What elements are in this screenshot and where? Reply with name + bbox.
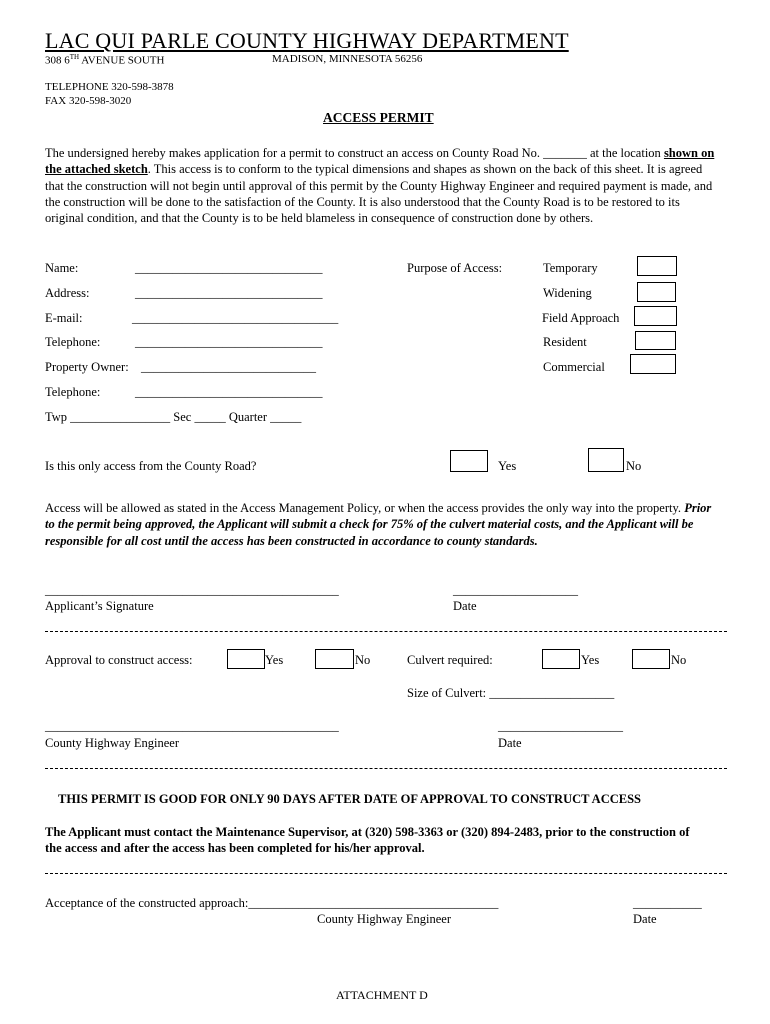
- intro-paragraph: The undersigned hereby makes application for a permit to construct an access on County Road No. _______ at the location shown on the attached sketch. This access is to conform to the typical dimensions and shapes as shown on the back of this sheet. It is agreed that the construction will not begin until approval of this permit by the County Highway Engineer and required payment is made, and the construction will be done to the satisfaction of the County. It is also understood that the County Road is to be restored to its original condition, and that the County is to be held blameless in consequence of construction done by others.: [45, 146, 715, 226]
- only-access-yes-checkbox[interactable]: [450, 450, 488, 472]
- email-field[interactable]: _________________________________: [132, 311, 339, 325]
- applicant-signature-label: Applicant’s Signature: [45, 599, 154, 613]
- telephone-label: Telephone:: [45, 335, 101, 349]
- policy-paragraph: Access will be allowed as stated in the Access Management Policy, or when the access provides the only way into the property. Prior to the permit being approved, the Applicant will submit a check for 75% of the culvert material costs, and the Applicant will be responsible for all cost until the access has been constructed in accordance to county standards.: [45, 501, 712, 548]
- address-label: Address:: [45, 286, 90, 300]
- owner-telephone-field[interactable]: ______________________________: [135, 385, 323, 399]
- permit-title: ACCESS PERMIT: [323, 110, 434, 125]
- purpose-option-temporary: Temporary: [543, 261, 598, 275]
- field-approach-checkbox[interactable]: [634, 306, 677, 326]
- only-access-yes-label: Yes: [498, 459, 517, 473]
- property-owner-field[interactable]: ____________________________: [141, 360, 316, 374]
- department-title: LAC QUI PARLE COUNTY HIGHWAY DEPARTMENT: [45, 28, 569, 53]
- fax-number: FAX 320-598-3020: [45, 95, 132, 107]
- applicant-signature-line[interactable]: _______________________________________________: [45, 583, 339, 597]
- temporary-checkbox[interactable]: [637, 256, 677, 276]
- commercial-checkbox[interactable]: [630, 354, 676, 374]
- engineer-date-label: Date: [498, 736, 522, 750]
- owner-telephone-label: Telephone:: [45, 385, 101, 399]
- only-access-question: Is this only access from the County Road?: [45, 459, 257, 473]
- applicant-date-line[interactable]: ____________________: [453, 583, 578, 597]
- city-state-zip: MADISON, MINNESOTA 56256: [272, 53, 423, 65]
- acceptance-field[interactable]: Acceptance of the constructed approach:________________________________________: [45, 896, 499, 910]
- engineer-signature-line[interactable]: _______________________________________________: [45, 719, 339, 733]
- attachment-label: ATTACHMENT D: [336, 988, 428, 1002]
- acceptance-engineer-label: County Highway Engineer: [317, 912, 452, 926]
- purpose-option-widening: Widening: [543, 286, 592, 300]
- name-label: Name:: [45, 261, 79, 275]
- acceptance-date-label: Date: [633, 912, 657, 926]
- purpose-option-field-approach: Field Approach: [542, 311, 620, 325]
- email-label: E-mail:: [45, 311, 83, 325]
- culvert-size-field[interactable]: Size of Culvert: ____________________: [407, 686, 615, 700]
- approval-label: Approval to construct access:: [45, 653, 193, 667]
- approval-yes-label: Yes: [265, 653, 284, 667]
- acceptance-date-line[interactable]: ___________: [633, 896, 702, 910]
- applicant-date-label: Date: [453, 599, 477, 613]
- street-address: 308 6TH AVENUE SOUTH: [45, 53, 165, 67]
- culvert-yes-label: Yes: [581, 653, 600, 667]
- section-divider: [45, 768, 727, 769]
- culvert-no-checkbox[interactable]: [632, 649, 670, 669]
- only-access-no-label: No: [626, 459, 642, 473]
- culvert-no-label: No: [671, 653, 687, 667]
- name-field[interactable]: ______________________________: [135, 261, 323, 275]
- purpose-option-resident: Resident: [543, 335, 587, 349]
- property-owner-label: Property Owner:: [45, 360, 129, 374]
- twp-sec-quarter-fields[interactable]: Twp ________________ Sec _____ Quarter _____: [45, 410, 302, 424]
- engineer-signature-label: County Highway Engineer: [45, 736, 180, 750]
- culvert-yes-checkbox[interactable]: [542, 649, 580, 669]
- address-field[interactable]: ______________________________: [135, 286, 323, 300]
- telephone-number: TELEPHONE 320-598-3878: [45, 81, 174, 93]
- engineer-date-line[interactable]: ____________________: [498, 719, 623, 733]
- culvert-required-label: Culvert required:: [407, 653, 493, 667]
- widening-checkbox[interactable]: [637, 282, 676, 302]
- permit-validity-notice: THIS PERMIT IS GOOD FOR ONLY 90 DAYS AFTER DATE OF APPROVAL TO CONSTRUCT ACCESS: [58, 792, 642, 806]
- resident-checkbox[interactable]: [635, 331, 676, 350]
- only-access-no-checkbox[interactable]: [588, 448, 624, 472]
- maintenance-contact-notice: The Applicant must contact the Maintenance Supervisor, at (320) 598-3363 or (320) 894-2483, prior to the construction of the access and after the access has been completed for his/her approval.: [45, 825, 690, 856]
- purpose-option-commercial: Commercial: [543, 360, 605, 374]
- approval-no-checkbox[interactable]: [315, 649, 354, 669]
- section-divider: [45, 631, 727, 632]
- section-divider: [45, 873, 727, 874]
- purpose-label: Purpose of Access:: [407, 261, 503, 275]
- approval-yes-checkbox[interactable]: [227, 649, 265, 669]
- approval-no-label: No: [355, 653, 371, 667]
- telephone-field[interactable]: ______________________________: [135, 335, 323, 349]
